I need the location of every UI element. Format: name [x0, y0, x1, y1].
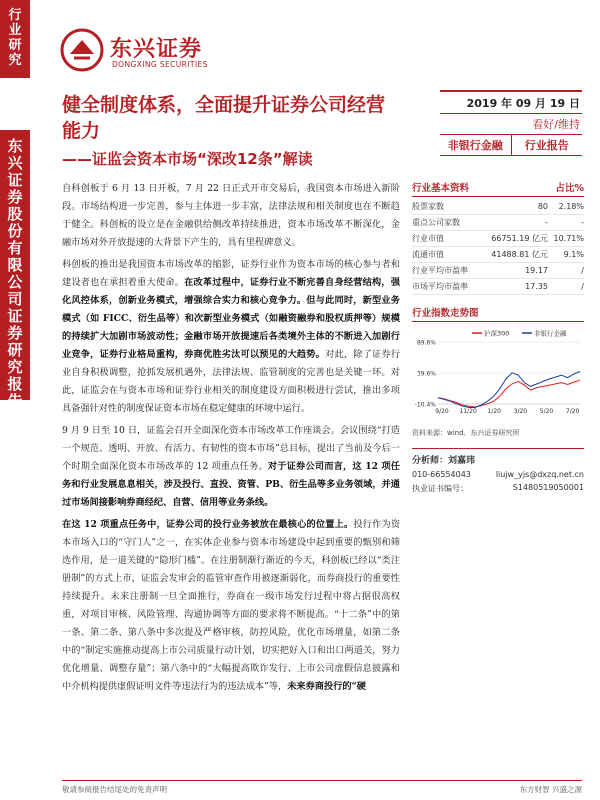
body-paragraph	[62, 516, 400, 696]
stats-value: 17.35	[480, 279, 548, 295]
report-body	[62, 180, 400, 700]
stats-value: 41488.81 亿元	[480, 247, 548, 263]
stats-title: 行业基本资料	[412, 183, 470, 194]
stats-pct: 10.71%	[548, 231, 584, 247]
analyst-cert-number: S1480519050001	[512, 483, 584, 492]
emphasis-text: 在这 12 项重点任务中，证券公司的投行业务被放在最核心的位置上。	[62, 519, 354, 530]
logo-mark-icon	[60, 28, 104, 72]
stats-row	[412, 247, 584, 263]
y-tick-label: -10.4%	[414, 401, 436, 409]
analyst-name: 分析师：刘嘉玮	[412, 456, 476, 466]
index-chart-svg	[412, 326, 584, 426]
x-tick-label: 7/20	[565, 408, 580, 415]
report-info-box	[440, 90, 582, 156]
emphasis-text: 未来券商投行的“硬	[287, 681, 366, 692]
report-rating: 看好/维持	[440, 113, 582, 134]
stats-pct: /	[548, 279, 584, 295]
stats-row	[412, 231, 584, 247]
stats-label: 市场平均市盈率	[412, 279, 480, 295]
company-logo	[60, 28, 230, 76]
report-date: 2019 年 09 月 19 日	[440, 90, 582, 113]
series-line-1	[438, 372, 580, 408]
body-text: 自科创板于 6 月 13 日开板，7 月 22 日正式开市交易后，我国资本市场进入新阶段。市场结构进一步完善，参与主体进一步丰富，法律法规和相关制度也在不断趋于健全。科创板的设立是在金融供给侧改革持续推进，资本市场改革不断深化，金融市场对外开放提速的大背景下产生的，具有里程碑意义。	[62, 183, 400, 248]
footer-slogan: 东方财智 兴盛之源	[519, 785, 582, 794]
report-title: 健全制度体系，全面提升证券公司经营能力	[62, 94, 386, 142]
right-panel	[412, 180, 584, 496]
x-tick-label: 5/20	[539, 408, 554, 415]
stats-table	[412, 199, 584, 295]
series-line-0	[438, 380, 580, 407]
stats-value: 66751.19 亿元	[480, 231, 548, 247]
stats-pct: 9.1%	[548, 247, 584, 263]
stats-label: 行业市值	[412, 231, 480, 247]
chart-title: 行业指数走势图	[412, 305, 584, 322]
stats-value: 19.17	[480, 263, 548, 279]
index-chart	[412, 326, 584, 426]
y-tick-label: 89.6%	[416, 339, 436, 347]
analyst-phone: 010-66554043	[412, 470, 471, 479]
stats-row	[412, 199, 584, 215]
sidebar-company-block	[0, 130, 30, 410]
logo-name-en: DONGXING SECURITIES	[112, 60, 208, 69]
chart-source: 资料来源：wind、东兴证券研究所	[412, 429, 520, 437]
legend-label: 沪深300	[484, 329, 510, 338]
analyst-cert-label: 执业证书编号：	[412, 484, 468, 493]
body-text: 对此，除了证券行业自身积极调整，抢抓发展机遇外，法律法规、监管制度的完善也是关键一环。对此，证监会在与资本市场和证券行业相关的制度建设方面积极进行尝试，推出多项具备强针对性的制度保证资本市场在稳定健康的环境中运行。	[62, 349, 401, 414]
stats-label: 股票家数	[412, 199, 480, 215]
body-text: 9 月 9 日至 10 日，证监会召开全面深化资本市场改革工作座谈会。会议围绕“打造一个规范、透明、开放、有活力、有韧性的资本市场”总目标，提出了当前及今后一个时期全面深化资本市场改革的 12 项重点任务。	[62, 425, 400, 472]
legend-label: 非银行金融	[534, 329, 567, 338]
stats-pct-header: 占比%	[555, 183, 584, 194]
body-text: 投行作为资本市场入口的“守门人”之一，在实体企业参与资本市场建设中起到重要的甄别和筛选作用，是一道关键的“隐形门槛”。在注册制渐行渐近的今天，科创板已经以“类注册制”的方式上市，证监会发审会的监管审查作用被逐渐弱化，而券商投行的重要性持续提升。未来注册制一旦全面推行，券商在一级市场发行过程中将占据很高权重，对项目审核、风险管理、沟通协调等方面的要求将不断提高。“十二条”中的第一条、第二条、第八条中多次提及严格审核，防控风险，优化市场增量，如第二条中的“制定实施推动提高上市公司质量行动计划，切实把好入口和出口两道关，努力优化增量、调整存量”；第八条中的“大幅提高欺诈发行、上市公司虚假信息披露和中介机构提供虚假证明文件等违法行为的违法成本”等，	[62, 519, 401, 692]
x-tick-label: 9/20	[435, 408, 449, 415]
analyst-box	[412, 448, 584, 496]
body-paragraph	[62, 180, 400, 252]
stats-row	[412, 279, 584, 295]
sidebar-company: 东 兴 证 券 股 份 有 限 公 司 证 券 研 究 报 告	[7, 137, 23, 410]
x-tick-label: 3/20	[513, 408, 528, 415]
stats-pct: 2.18%	[548, 199, 584, 215]
stats-header	[412, 180, 584, 197]
body-paragraph	[62, 256, 400, 418]
stats-label: 流通市值	[412, 247, 480, 263]
stats-label: 重点公司家数	[412, 215, 480, 231]
sidebar-category-block	[0, 0, 30, 78]
report-tags	[440, 134, 582, 156]
body-paragraph	[62, 422, 400, 512]
sidebar-category: 行 业 研 究	[8, 8, 22, 68]
logo-name-cn: 东兴证券	[110, 37, 203, 62]
stats-row	[412, 263, 584, 279]
footer-disclaimer: 敬请参阅报告结尾处的免责声明	[62, 785, 167, 794]
analyst-contact-row	[412, 468, 584, 481]
emphasis-text: 对于证券公司而言，这 12 项任务和行业发展息息相关，涉及投行、直投、资管、PB、衍生品等多业务领域，并通过市场间接影响券商经纪、自营、信用等业务条线。	[62, 461, 400, 508]
y-tick-label: 39.6%	[416, 370, 436, 378]
left-sidebar	[0, 0, 30, 800]
report-type-tag: 行业报告	[524, 139, 569, 152]
analyst-email[interactable]: liujw_yjs@dxzq.net.cn	[495, 470, 584, 479]
body-text: 科创板的推出是我国资本市场改革的缩影，证券行业作为资本市场的核心参与者和建设者也在承担着重大使命。	[62, 259, 400, 288]
x-tick-label: 11/20	[459, 408, 477, 415]
page-footer	[62, 780, 582, 795]
stats-pct: -	[548, 215, 584, 231]
stats-row	[412, 215, 584, 231]
emphasis-text: 在改革过程中，证券行业不断完善自身经营结构，强化风控体系，创新业务模式，增强综合实力和核心竞争力。但与此同时，新型业务模式（如 FICC、衍生品等）和次新型业务模式（如融资融券和股权质押等）规模的持续扩大加剧市场波动性；金融市场开放提速后各类境外主体的不断进入加剧行业竞争，证券行业格局重构，券商优胜劣汰可以预见的大趋势。	[62, 277, 401, 360]
stats-value: 80	[480, 199, 548, 215]
x-tick-label: 1/20	[487, 408, 501, 415]
stats-value: -	[480, 215, 548, 231]
analyst-cert-row	[412, 481, 584, 496]
industry-tag: 非银行金融	[440, 135, 512, 155]
report-subtitle: ——证监会资本市场“深改12条”解读	[62, 150, 313, 168]
stats-label: 行业平均市盈率	[412, 263, 480, 279]
stats-pct: /	[548, 263, 584, 279]
